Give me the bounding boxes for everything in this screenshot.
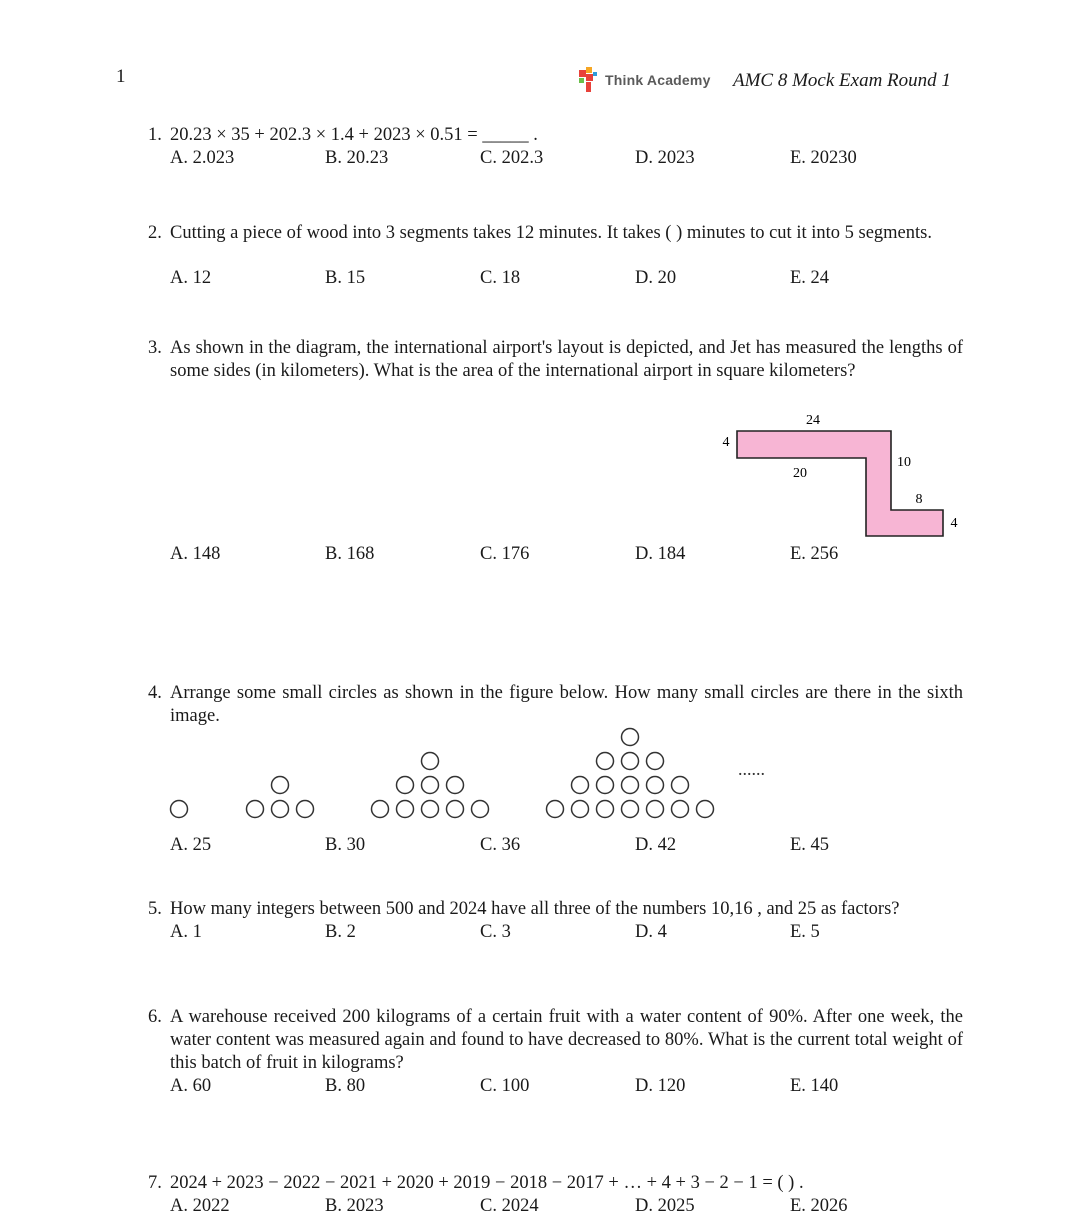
circle-image-4	[547, 729, 714, 818]
question-5	[148, 898, 963, 942]
answer-options	[170, 921, 970, 945]
option-b[interactable]: B. 20.23	[325, 148, 389, 168]
circle-image-2	[247, 777, 314, 818]
option-d[interactable]: D. 2023	[635, 148, 695, 168]
option-c[interactable]: C. 3	[480, 922, 511, 942]
circle-image-3	[372, 753, 489, 818]
option-a[interactable]: A. 2.023	[170, 148, 235, 168]
option-e[interactable]: E. 256	[790, 544, 839, 564]
answer-options	[170, 834, 970, 858]
label-bottom-right: 4	[950, 516, 958, 531]
answer-options	[170, 147, 970, 171]
option-e[interactable]: E. 2026	[790, 1196, 848, 1216]
question-number: 2.	[148, 223, 162, 243]
option-b[interactable]: B. 2	[325, 922, 356, 942]
question-6	[148, 1006, 963, 1096]
question-text: Arrange some small circles as shown in the figure below. How many small circles are there in the sixth image.	[170, 683, 963, 726]
answer-options	[170, 1075, 970, 1099]
option-d[interactable]: D. 184	[635, 544, 686, 564]
logo-text: Think Academy	[605, 72, 711, 88]
question-number: 5.	[148, 899, 162, 919]
answer-options	[170, 267, 970, 291]
option-b[interactable]: B. 30	[325, 835, 366, 855]
page-number: 1	[116, 66, 126, 87]
option-c[interactable]: C. 18	[480, 268, 521, 288]
question-text: 20.23 × 35 + 202.3 × 1.4 + 2023 × 0.51 = _____ .	[170, 125, 538, 145]
question-text: How many integers between 500 and 2024 have all three of the numbers 10,16 , and 25 as factors?	[170, 899, 900, 919]
option-d[interactable]: D. 4	[635, 922, 667, 942]
option-e[interactable]: E. 24	[790, 268, 830, 288]
label-inner-top: 20	[793, 466, 807, 481]
question-number: 1.	[148, 125, 162, 145]
option-d[interactable]: D. 42	[635, 835, 677, 855]
option-c[interactable]: C. 100	[480, 1076, 530, 1096]
circle-image-1	[171, 801, 188, 818]
option-d[interactable]: D. 2025	[635, 1196, 695, 1216]
option-a[interactable]: A. 12	[170, 268, 212, 288]
question-1	[148, 124, 963, 168]
option-a[interactable]: A. 1	[170, 922, 202, 942]
airport-layout-figure	[715, 405, 965, 545]
answer-options	[170, 543, 970, 567]
think-academy-logo-icon	[577, 66, 599, 94]
option-e[interactable]: E. 20230	[790, 148, 857, 168]
think-academy-logo	[577, 66, 711, 94]
airport-shape	[737, 431, 943, 536]
question-number: 7.	[148, 1173, 162, 1193]
label-right: 10	[897, 455, 911, 470]
exam-title: AMC 8 Mock Exam Round 1	[733, 70, 951, 91]
option-b[interactable]: B. 2023	[325, 1196, 384, 1216]
option-d[interactable]: D. 20	[635, 268, 677, 288]
question-text: As shown in the diagram, the international airport's layout is depicted, and Jet has measured the lengths of some sides (in kilometers). What is the area of the international airport in square kilometers?	[170, 338, 963, 381]
option-a[interactable]: A. 25	[170, 835, 212, 855]
label-inner-right: 8	[915, 492, 923, 507]
option-c[interactable]: C. 36	[480, 835, 521, 855]
option-e[interactable]: E. 45	[790, 835, 830, 855]
label-left: 4	[722, 435, 730, 450]
option-e[interactable]: E. 5	[790, 922, 820, 942]
option-c[interactable]: C. 176	[480, 544, 530, 564]
option-c[interactable]: C. 2024	[480, 1196, 539, 1216]
option-c[interactable]: C. 202.3	[480, 148, 544, 168]
question-number: 4.	[148, 683, 162, 703]
ellipsis: ......	[738, 759, 765, 779]
option-a[interactable]: A. 2022	[170, 1196, 230, 1216]
option-e[interactable]: E. 140	[790, 1076, 839, 1096]
option-b[interactable]: B. 15	[325, 268, 366, 288]
option-b[interactable]: B. 168	[325, 544, 375, 564]
option-a[interactable]: A. 60	[170, 1076, 212, 1096]
question-2	[148, 222, 963, 288]
option-a[interactable]: A. 148	[170, 544, 221, 564]
label-top: 24	[806, 413, 820, 428]
question-text: Cutting a piece of wood into 3 segments takes 12 minutes. It takes ( ) minutes to cut it into 5 segments.	[170, 223, 932, 243]
question-text: A warehouse received 200 kilograms of a certain fruit with a water content of 90%. After one week, the water content was measured again and found to have decreased to 80%. What is the current total weight of this batch of fruit in kilograms?	[170, 1007, 963, 1073]
option-d[interactable]: D. 120	[635, 1076, 686, 1096]
question-text: 2024 + 2023 − 2022 − 2021 + 2020 + 2019 − 2018 − 2017 + … + 4 + 3 − 2 − 1 = ( ) .	[170, 1173, 804, 1193]
question-number: 3.	[148, 338, 162, 358]
answer-options	[170, 1195, 970, 1219]
circle-pattern-figure	[160, 722, 810, 827]
question-7	[148, 1172, 963, 1216]
question-number: 6.	[148, 1007, 162, 1027]
option-b[interactable]: B. 80	[325, 1076, 366, 1096]
